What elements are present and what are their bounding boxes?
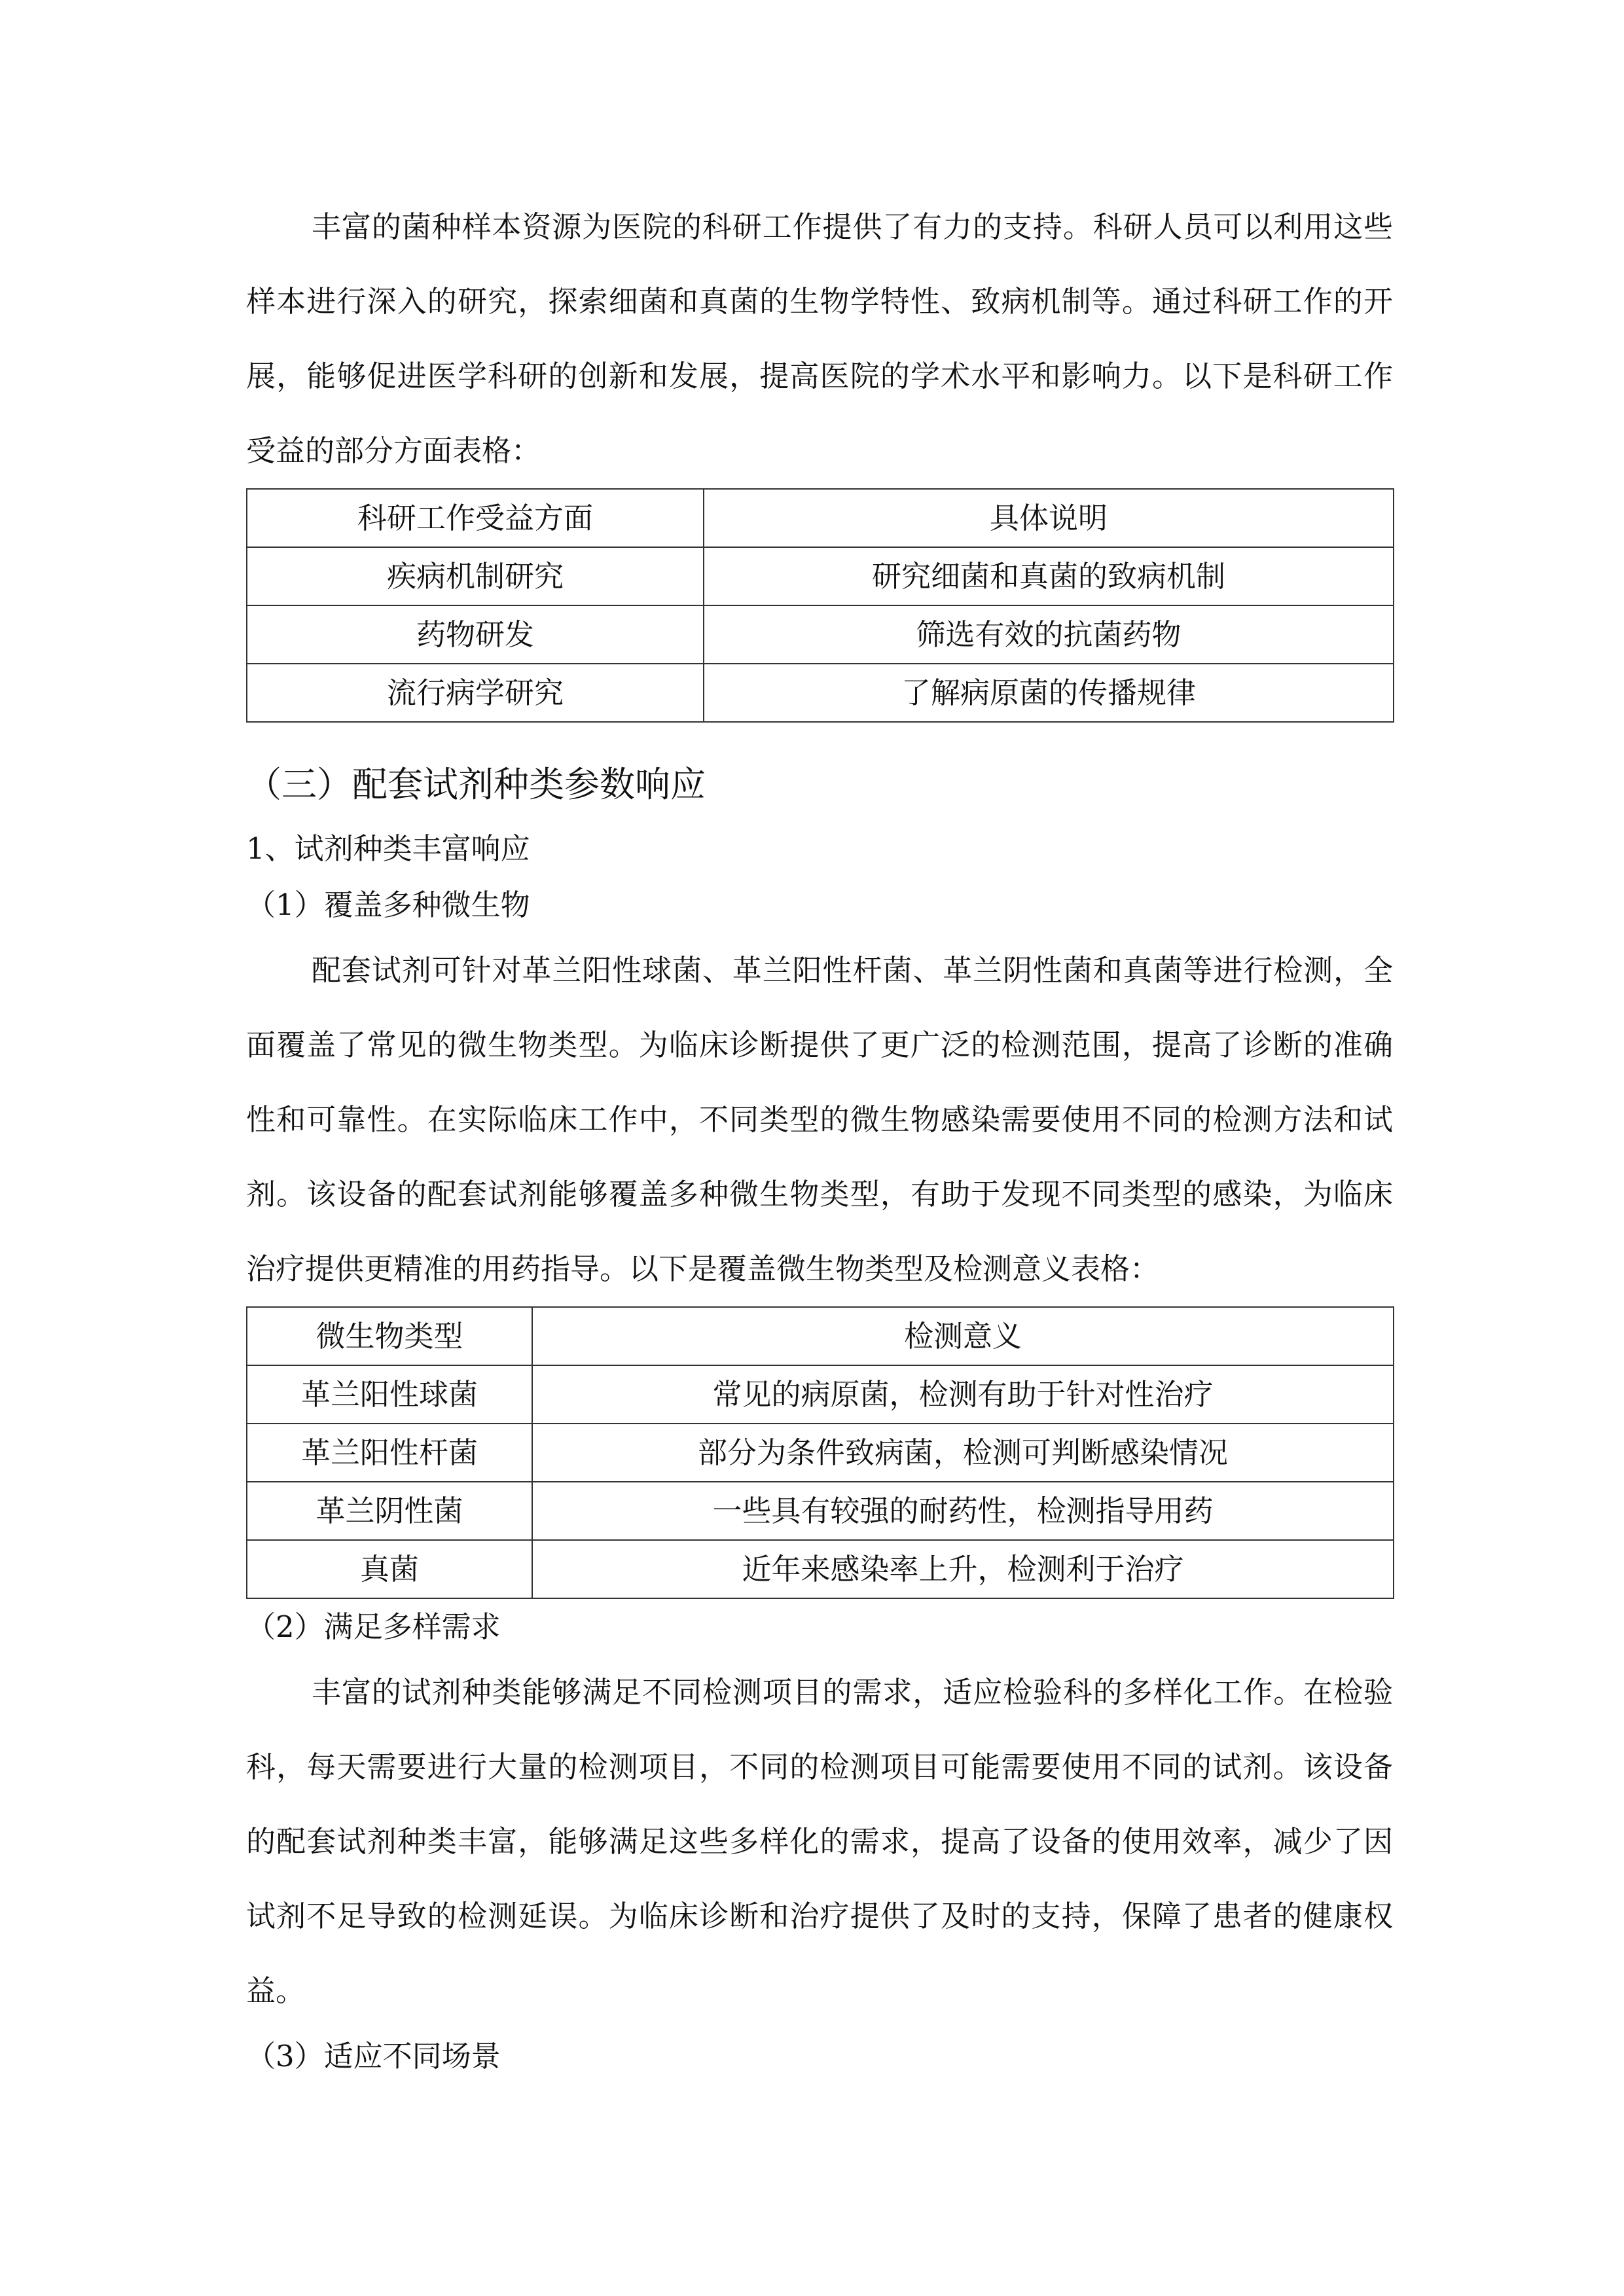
microbe-types-table bbox=[246, 1306, 1394, 1599]
table-header-row bbox=[247, 1307, 1394, 1365]
table-row bbox=[247, 1540, 1394, 1598]
table-cell: 流行病学研究 bbox=[247, 664, 704, 722]
table-cell: 近年来感染率上升，检测利于治疗 bbox=[532, 1540, 1394, 1598]
table-header-cell: 具体说明 bbox=[704, 489, 1394, 547]
document-page bbox=[246, 190, 1393, 2085]
table-cell: 筛选有效的抗菌药物 bbox=[704, 605, 1394, 664]
table-row bbox=[247, 605, 1394, 664]
table-cell: 研究细菌和真菌的致病机制 bbox=[704, 547, 1394, 605]
table-cell: 常见的病原菌，检测有助于针对性治疗 bbox=[532, 1365, 1394, 1424]
table-cell: 革兰阳性球菌 bbox=[247, 1365, 532, 1424]
table-row bbox=[247, 1482, 1394, 1540]
subsection-heading: 1、试剂种类丰富响应 bbox=[246, 831, 530, 866]
table-row bbox=[247, 1365, 1394, 1424]
table-row bbox=[247, 1424, 1394, 1482]
table-cell: 革兰阴性菌 bbox=[247, 1482, 532, 1540]
table-cell: 一些具有较强的耐药性，检测指导用药 bbox=[532, 1482, 1394, 1540]
item-heading-1: （1）覆盖多种微生物 bbox=[246, 888, 530, 922]
table-row bbox=[247, 664, 1394, 722]
table-cell: 部分为条件致病菌，检测可判断感染情况 bbox=[532, 1424, 1394, 1482]
table-row bbox=[247, 547, 1394, 605]
section-heading: （三）配套试剂种类参数响应 bbox=[246, 764, 706, 805]
table-header-cell: 检测意义 bbox=[532, 1307, 1394, 1365]
item-heading-2: （2）满足多样需求 bbox=[246, 1609, 501, 1644]
table-cell: 真菌 bbox=[247, 1540, 532, 1598]
table-cell: 革兰阳性杆菌 bbox=[247, 1424, 532, 1482]
research-benefits-table bbox=[246, 488, 1394, 723]
table-cell: 药物研发 bbox=[247, 605, 704, 664]
intro-paragraph: 丰富的菌种样本资源为医院的科研工作提供了有力的支持。科研人员可以利用这些样本进行深入的研究，探索细菌和真菌的生物学特性、致病机制等。通过科研工作的开展，能够促进医学科研的创新和发展，提高医院的学术水平和影响力。以下是科研工作受益的部分方面表格： bbox=[246, 209, 1393, 468]
table-cell: 疾病机制研究 bbox=[247, 547, 704, 605]
table-cell: 了解病原菌的传播规律 bbox=[704, 664, 1394, 722]
table-header-cell: 科研工作受益方面 bbox=[247, 489, 704, 547]
table-header-cell: 微生物类型 bbox=[247, 1307, 532, 1365]
item1-paragraph: 配套试剂可针对革兰阳性球菌、革兰阳性杆菌、革兰阴性菌和真菌等进行检测，全面覆盖了常见的微生物类型。为临床诊断提供了更广泛的检测范围，提高了诊断的准确性和可靠性。在实际临床工作中，不同类型的微生物感染需要使用不同的检测方法和试剂。该设备的配套试剂能够覆盖多种微生物类型，有助于发现不同类型的感染，为临床治疗提供更精准的用药指导。以下是覆盖微生物类型及检测意义表格： bbox=[246, 953, 1393, 1286]
item2-paragraph: 丰富的试剂种类能够满足不同检测项目的需求，适应检验科的多样化工作。在检验科，每天需要进行大量的检测项目，不同的检测项目可能需要使用不同的试剂。该设备的配套试剂种类丰富，能够满足这些多样化的需求，提高了设备的使用效率，减少了因试剂不足导致的检测延误。为临床诊断和治疗提供了及时的支持，保障了患者的健康权益。 bbox=[246, 1675, 1393, 2008]
item-heading-3: （3）适应不同场景 bbox=[246, 2039, 501, 2073]
table-header-row bbox=[247, 489, 1394, 547]
